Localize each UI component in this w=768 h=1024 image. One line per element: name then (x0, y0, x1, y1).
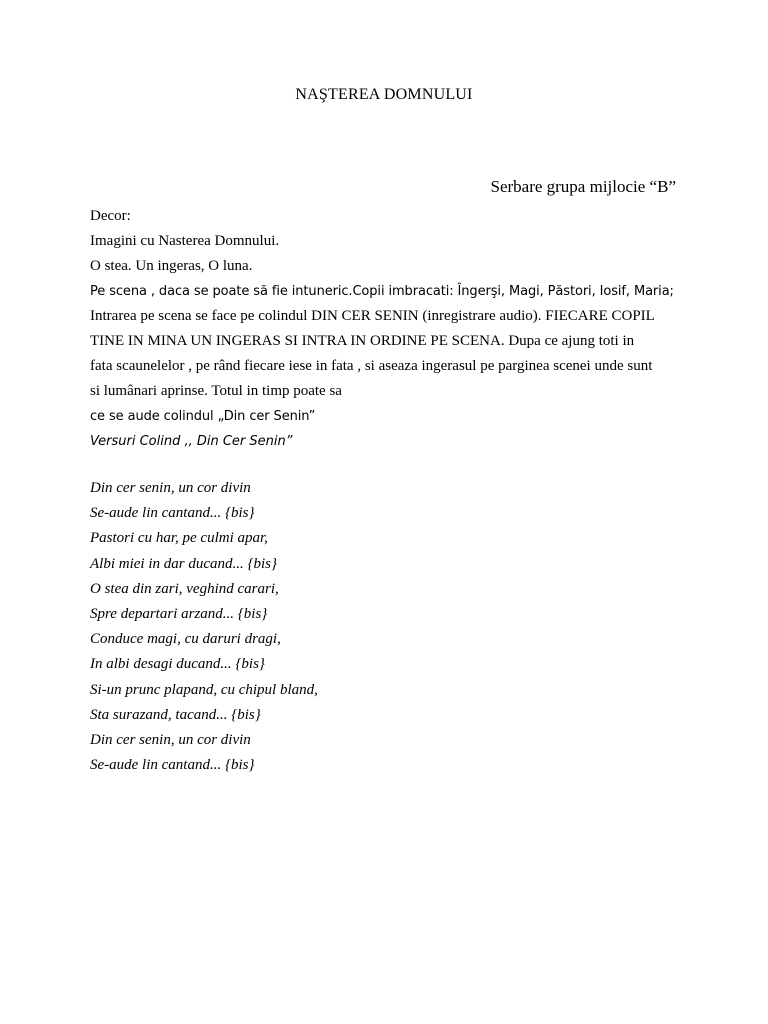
verse-line: Si-un prunc plapand, cu chipul bland, (90, 681, 318, 698)
document-title: NAŞTEREA DOMNULUI (295, 86, 473, 103)
verses-heading: Versuri Colind ,, Din Cer Senin” (90, 434, 293, 449)
intro-line: ce se aude colindul „Din cer Senin” (90, 409, 316, 424)
verse-line: Spre departari arzand... {bis} (90, 605, 268, 622)
intro-line: O stea. Un ingeras, O luna. (90, 258, 253, 274)
verse-line: Din cer senin, un cor divin (90, 480, 251, 496)
intro-line: fata scaunelelor , pe rând fiecare iese in fata , si aseaza ingerasul pe parginea scenei unde sunt (90, 358, 653, 374)
intro-section (90, 204, 690, 454)
intro-line: TINE IN MINA UN INGERAS SI INTRA IN ORDINE PE SCENA. Dupa ce ajung toti in (90, 333, 635, 349)
verse-line: Se-aude lin cantand... {bis} (90, 757, 255, 774)
intro-line: Decor: (90, 208, 131, 224)
document-subtitle: Serbare grupa mijlocie “B” (490, 177, 676, 196)
verse-line: In albi desagi ducand... {bis} (90, 656, 265, 673)
verse-line: O stea din zari, veghind carari, (90, 580, 279, 597)
intro-line: Imagini cu Nasterea Domnului. (90, 233, 280, 249)
verse-line: Conduce magi, cu daruri dragi, (90, 631, 281, 648)
verse-line: Sta surazand, tacand... {bis} (90, 706, 261, 723)
carol-verses (90, 476, 690, 778)
verse-line: Pastori cu har, pe culmi apar, (90, 530, 268, 547)
verse-line: Din cer senin, un cor divin (90, 731, 251, 748)
intro-line: Intrarea pe scena se face pe colindul DIN CER SENIN (inregistrare audio). FIECARE COPIL (90, 308, 655, 324)
verse-line: Se-aude lin cantand... {bis} (90, 505, 255, 522)
intro-line: si lumânari aprinse. Totul in timp poate sa (90, 383, 342, 399)
verse-line: Albi miei in dar ducand... {bis} (90, 555, 277, 572)
intro-line: Pe scena , daca se poate să fie intuneric.Copii imbracati: Îngerşi, Magi, Păstori, Iosif, Maria; (90, 284, 674, 299)
